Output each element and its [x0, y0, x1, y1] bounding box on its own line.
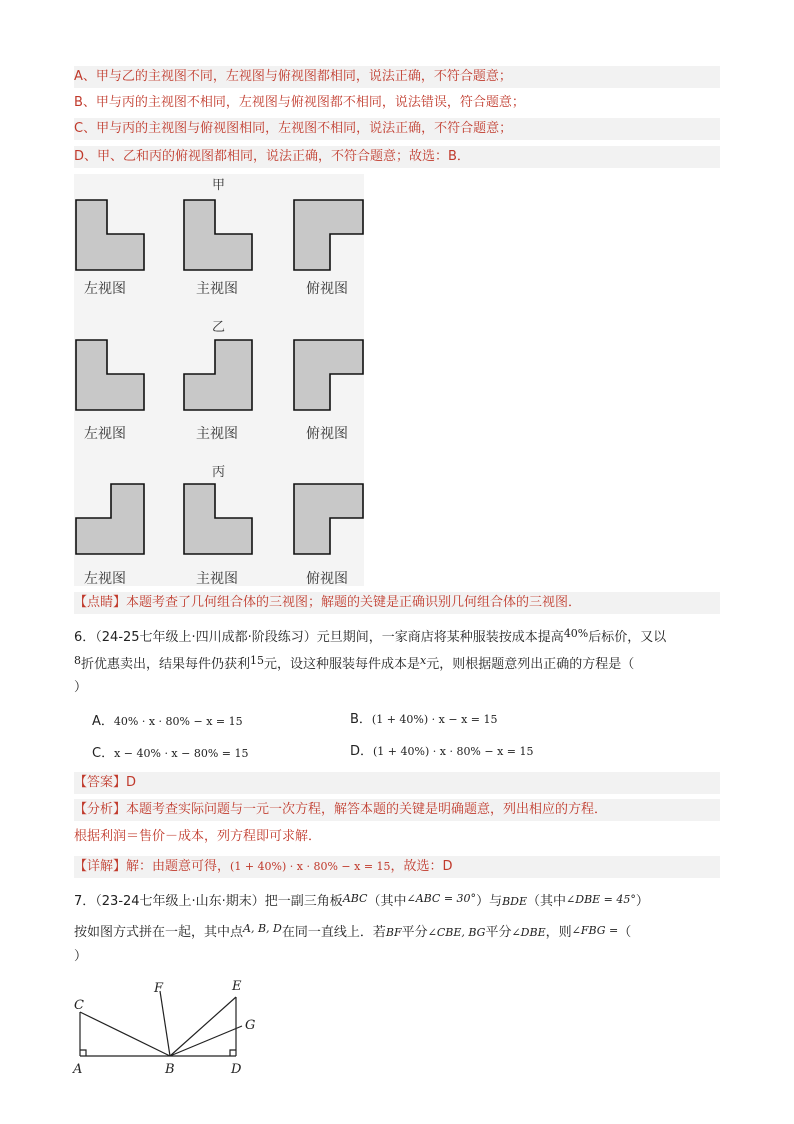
q6-option-b[interactable]: [350, 708, 497, 727]
yi-top-label: 俯视图: [306, 426, 348, 442]
q7-l2-text-b: 在同一直线上．若: [281, 925, 386, 940]
analysis-line-a: A、甲与乙的主视图不同，左视图与俯视图都相同，说法正确，不符合题意；: [74, 66, 720, 88]
bing-left-label: 左视图: [84, 571, 126, 587]
q7-line-1: [74, 888, 649, 913]
segment-cb: [80, 1012, 170, 1056]
segment-be: [170, 997, 236, 1056]
q6-answer-value: D: [126, 775, 137, 790]
q6-option-d-math: (1 + 40%) · x · 80% − x = 15: [373, 745, 534, 758]
q6-math-x: x: [420, 654, 427, 667]
jia-left-view: [76, 200, 144, 270]
analysis-line-d: D、甲、乙和丙的俯视图都相同，说法正确，不符合题意；故选：B．: [74, 146, 720, 168]
label-f: F: [154, 981, 164, 996]
q6-analysis-line: [74, 799, 720, 821]
q7-l1-text-b: （其中: [367, 894, 407, 909]
q6-option-b-label: B．: [350, 712, 372, 727]
q7-l1-text-a: 7．（23-24七年级上·山东·期末）把一副三角板: [74, 894, 343, 909]
q7-math-angle-dbe-2: ∠DBE: [511, 926, 546, 939]
q7-l1-text-d: （其中: [527, 894, 567, 909]
q7-math-abd: A, B, D: [243, 922, 282, 935]
q7-line-2: [74, 918, 631, 944]
yi-left-view: [76, 340, 144, 410]
q6-option-c-math: x − 40% · x − 80% = 15: [114, 747, 249, 760]
q7-line-3: ）: [74, 949, 88, 964]
group-title-yi: 乙: [212, 320, 226, 335]
yi-top-view: [294, 340, 363, 410]
q6-option-c[interactable]: [92, 742, 249, 761]
label-a: A: [73, 1062, 83, 1077]
q7-math-angle-abc: ∠ABC = 30°: [406, 892, 477, 905]
q7-l2-text-a: 按如图方式拼在一起，其中点: [74, 925, 244, 940]
comment-line: [74, 592, 720, 614]
comment-tag: 【点睛】: [74, 595, 127, 610]
q6-answer-tag: 【答案】: [74, 775, 127, 790]
jia-front-label: 主视图: [196, 281, 238, 297]
q6-line-2: [74, 650, 634, 676]
q6-detail-math: (1 + 40%) · x · 80% − x = 15: [230, 860, 391, 873]
q6-analysis-text: 本题考查实际问题与一元一次方程，解答本题的关键是明确题意，列出相应的方程．: [126, 802, 608, 817]
q7-l1-text-e: ）: [635, 894, 649, 909]
q7-math-fbg: ∠FBG =: [571, 924, 619, 937]
three-views-figure: [74, 174, 364, 586]
q6-line1-text-b: 后标价，又以: [588, 630, 667, 645]
comment-text: 本题考查了几何组合体的三视图；解题的关键是正确识别几何组合体的三视图．: [126, 595, 582, 610]
q6-analysis-line-2: [74, 826, 720, 848]
q6-line-1: [74, 623, 666, 649]
q6-answer-line: [74, 772, 720, 794]
q6-detail-line: [74, 856, 720, 878]
group-title-jia: 甲: [212, 178, 226, 193]
label-c: C: [74, 998, 84, 1013]
segment-bg: [170, 1026, 242, 1056]
q6-option-a-math: 40% · x · 80% − x = 15: [113, 715, 243, 728]
bing-left-view: [76, 484, 144, 554]
q6-detail-text-b: ，故选：D: [390, 859, 453, 874]
label-g: G: [245, 1018, 256, 1033]
q6-option-a[interactable]: [92, 710, 243, 729]
q7-l2-text-e: ，则: [545, 925, 572, 940]
right-angle-a: [80, 1050, 86, 1056]
q6-line2-text-c: 元，则根据题意列出正确的方程是（: [426, 657, 635, 672]
q6-line2-text-a: 折优惠卖出，结果每件仍获利: [81, 657, 251, 672]
q6-math-40: 40%: [563, 627, 589, 640]
q6-option-d[interactable]: [350, 740, 534, 759]
q6-option-b-math: (1 + 40%) · x − x = 15: [371, 713, 498, 726]
triangle-figure: [70, 975, 270, 1080]
analysis-line-c: C、甲与丙的主视图与俯视图相同，左视图不相同，说法正确，不符合题意；: [74, 118, 720, 140]
q6-option-d-label: D．: [350, 744, 374, 759]
q7-math-abc: ABC: [342, 892, 368, 905]
jia-front-view: [184, 200, 252, 270]
q6-line-3: ）: [74, 680, 88, 695]
bing-top-view: [294, 484, 363, 554]
jia-top-view: [294, 200, 363, 270]
q6-detail-text-a: 解：由题意可得，: [126, 859, 231, 874]
q7-math-bde: BDE: [502, 895, 528, 908]
label-b: B: [165, 1062, 175, 1077]
q6-line1-text-a: 6．（24-25七年级上·四川成都·阶段练习）元旦期间，一家商店将某种服装按成本提高: [74, 630, 564, 645]
segment-bf: [160, 991, 170, 1056]
q6-line2-text-b: 元，设这种服装每件成本是: [264, 657, 421, 672]
q6-analysis-text-2: 根据利润＝售价－成本，列方程即可求解．: [74, 829, 322, 844]
three-views-svg: [74, 174, 364, 586]
bing-front-view: [184, 484, 252, 554]
q7-l1-text-c: ）与: [476, 894, 503, 909]
q7-l2-text-f: （: [618, 925, 632, 940]
label-d: D: [231, 1062, 242, 1077]
yi-front-view: [184, 340, 252, 410]
q6-math-8: 8: [74, 654, 81, 667]
q7-l2-text-d: 平分: [485, 925, 512, 940]
bing-top-label: 俯视图: [306, 571, 348, 587]
q7-math-bf: BF: [385, 926, 402, 939]
q7-math-angle-dbe: ∠DBE = 45°: [566, 893, 636, 906]
q6-option-c-label: C．: [92, 746, 115, 761]
q7-math-cbe-bg: ∠CBE, BG: [427, 926, 486, 939]
q7-l2-text-c: 平分: [401, 925, 428, 940]
q6-option-a-label: A．: [92, 714, 114, 729]
bing-front-label: 主视图: [196, 571, 238, 587]
analysis-line-b: B、甲与丙的主视图不相同，左视图与俯视图都不相同，说法错误，符合题意；: [74, 95, 525, 110]
yi-front-label: 主视图: [196, 426, 238, 442]
jia-top-label: 俯视图: [306, 281, 348, 297]
q6-analysis-tag: 【分析】: [74, 802, 127, 817]
right-angle-d: [230, 1050, 236, 1056]
jia-left-label: 左视图: [84, 281, 126, 297]
group-title-bing: 丙: [212, 465, 226, 480]
q6-detail-tag: 【详解】: [74, 859, 127, 874]
yi-left-label: 左视图: [84, 426, 126, 442]
q6-math-15: 15: [250, 654, 265, 667]
label-e: E: [232, 979, 242, 994]
